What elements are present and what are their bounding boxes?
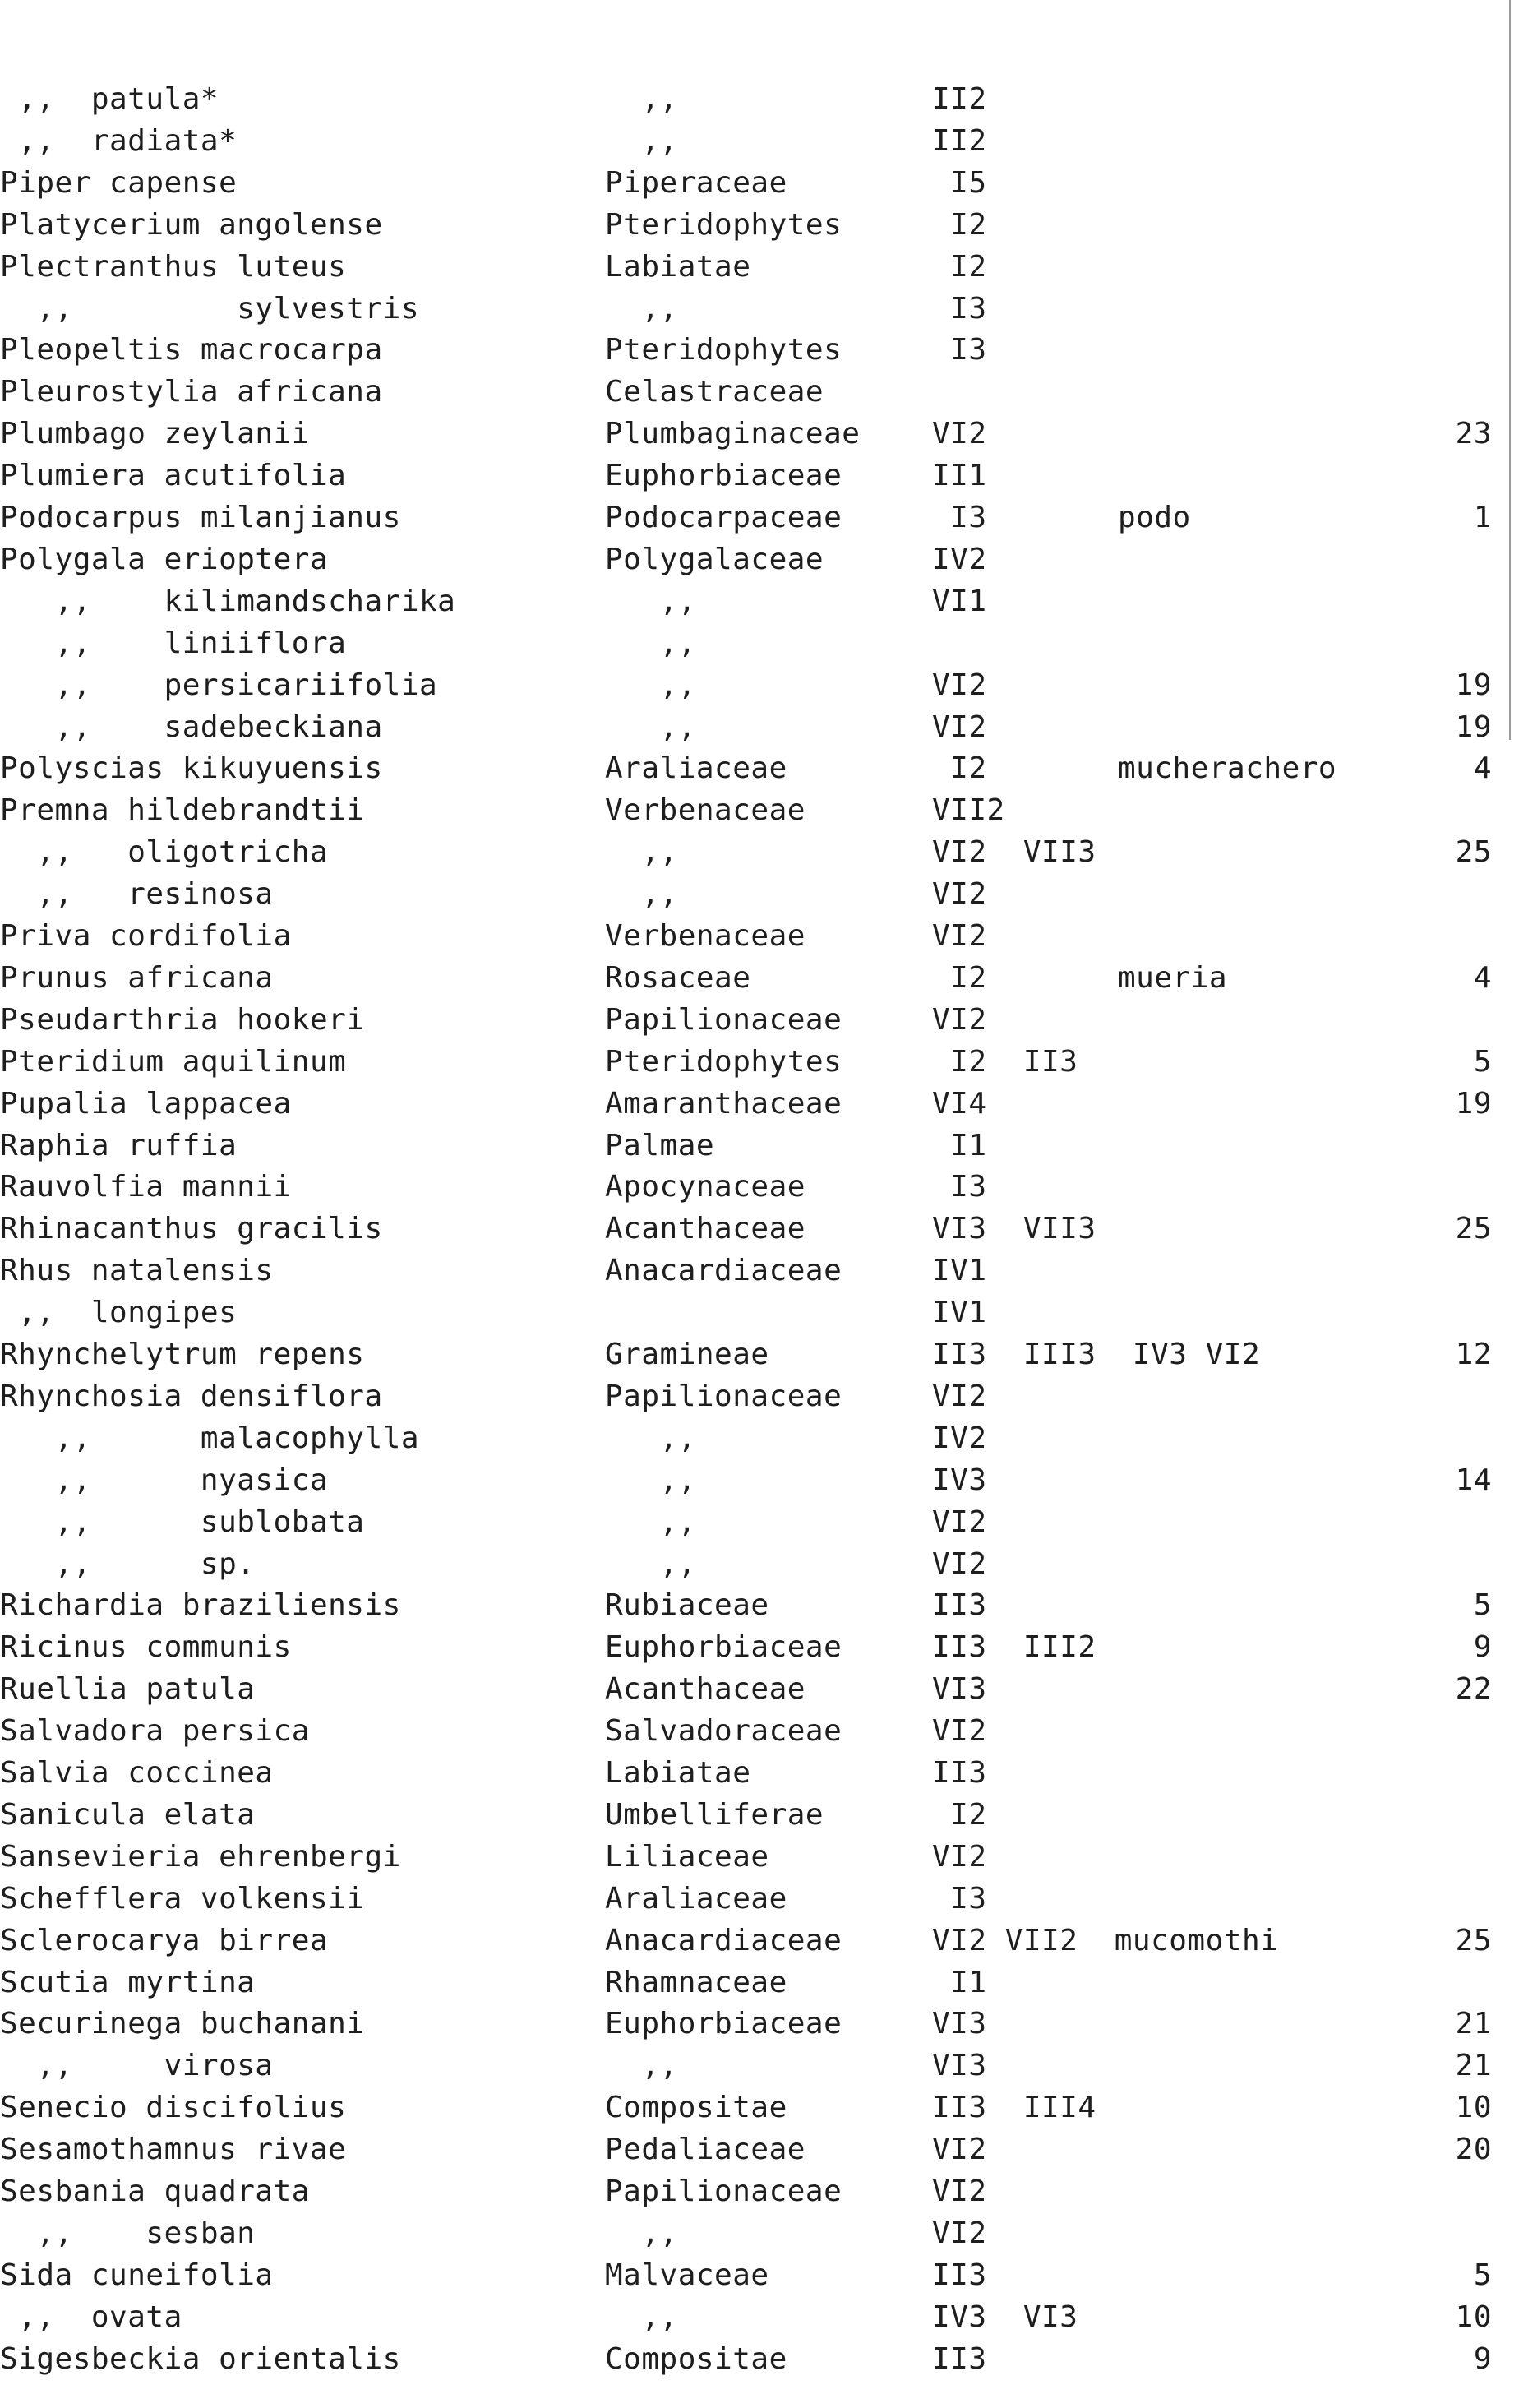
species-name: Richardia braziliensis: [0, 1588, 401, 1623]
species-name: ,, nyasica: [0, 1463, 329, 1497]
species-name: ,, resinosa: [0, 877, 274, 912]
family-name: Acanthaceae: [605, 1212, 806, 1246]
family-name: Celastraceae: [605, 375, 824, 409]
species-name: ,, sublobata: [0, 1504, 365, 1539]
table-row: [0, 1334, 1528, 1375]
species-name: ,, persicariifolia: [0, 668, 438, 702]
species-name: ,, patula*: [0, 82, 219, 116]
reference-number: 5: [1473, 2258, 1492, 2292]
reference-number: 4: [1473, 751, 1492, 786]
species-name: Rhus natalensis: [0, 1254, 274, 1288]
family-name: ,,: [605, 1504, 696, 1539]
zone-codes: VI2 VII2 mucomothi: [932, 1923, 1279, 1957]
family-name: ,,: [605, 82, 678, 116]
zone-codes: I1: [932, 1965, 987, 1999]
zone-codes: IV1: [932, 1254, 987, 1288]
table-row: [0, 1042, 1528, 1083]
family-name: Euphorbiaceae: [605, 459, 842, 493]
family-name: Papilionaceae: [605, 1379, 842, 1413]
family-name: ,,: [605, 1546, 696, 1581]
table-row: [0, 1292, 1528, 1333]
table-row: [0, 832, 1528, 873]
species-name: ,, longipes: [0, 1296, 238, 1330]
zone-codes: VI3 VII3: [932, 1212, 1096, 1246]
family-name: Papilionaceae: [605, 1002, 842, 1037]
table-row: [0, 665, 1528, 706]
reference-number: 5: [1473, 1044, 1492, 1079]
family-name: Palmae: [605, 1128, 715, 1162]
species-name: Priva cordifolia: [0, 919, 292, 953]
reference-number: 14: [1455, 1463, 1492, 1497]
zone-codes: I1: [932, 1128, 987, 1162]
zone-codes: II3: [932, 1756, 987, 1790]
zone-codes: VI2: [932, 417, 987, 451]
reference-number: 20: [1455, 2133, 1492, 2167]
family-name: Verbenaceae: [605, 793, 806, 828]
family-name: ,,: [605, 1421, 696, 1455]
table-row: [0, 539, 1528, 580]
table-row: [0, 2045, 1528, 2087]
table-row: [0, 1920, 1528, 1962]
zone-codes: VII2: [932, 793, 1005, 828]
table-row: [0, 121, 1528, 162]
table-row: [0, 1795, 1528, 1836]
family-name: Apocynaceae: [605, 1170, 806, 1204]
zone-codes: I3: [932, 1881, 987, 1916]
family-name: Liliaceae: [605, 1839, 769, 1874]
species-name: Pseudarthria hookeri: [0, 1002, 365, 1037]
family-name: ,,: [605, 1463, 696, 1497]
zone-codes: I3: [932, 501, 987, 534]
species-name: ,, virosa: [0, 2049, 274, 2083]
family-name: ,,: [605, 835, 678, 870]
table-row: [0, 1250, 1528, 1292]
species-name: Podocarpus milanjianus: [0, 501, 401, 534]
species-name: Ruellia patula: [0, 1672, 256, 1707]
zone-codes: VI3: [932, 2049, 987, 2083]
zone-codes: VI2: [932, 1002, 987, 1037]
zone-codes: II1: [932, 459, 987, 493]
family-name: ,,: [605, 668, 696, 702]
species-name: Sesbania quadrata: [0, 2175, 310, 2208]
table-row: [0, 205, 1528, 246]
table-row: [0, 1837, 1528, 1878]
species-name: ,, kilimandscharika: [0, 584, 456, 618]
reference-number: 10: [1455, 2091, 1492, 2125]
species-name: Ricinus communis: [0, 1630, 292, 1665]
zone-codes: II3 III4: [932, 2091, 1096, 2125]
zone-codes: IV1: [932, 1296, 987, 1330]
zone-codes: I2 II3: [932, 1044, 1078, 1079]
family-name: Labiatae: [605, 1756, 751, 1790]
species-name: Pupalia lappacea: [0, 1086, 292, 1121]
reference-number: 25: [1455, 835, 1492, 870]
zone-codes: IV3: [932, 1463, 987, 1497]
zone-codes: VI3: [932, 2007, 987, 2041]
family-name: Pteridophytes: [605, 333, 842, 367]
species-name: Raphia ruffia: [0, 1128, 238, 1162]
reference-number: 23: [1455, 417, 1492, 451]
table-row: [0, 1418, 1528, 1459]
table-row: [0, 372, 1528, 413]
zone-codes: IV2: [932, 1421, 987, 1455]
zone-codes: II2: [932, 123, 987, 158]
table-row: [0, 497, 1528, 538]
table-row: [0, 623, 1528, 664]
table-row: [0, 247, 1528, 288]
reference-number: 19: [1455, 668, 1492, 702]
table-row: [0, 707, 1528, 748]
reference-number: 19: [1455, 709, 1492, 744]
species-name: ,, liniiflora: [0, 626, 347, 660]
species-name: Premna hildebrandtii: [0, 793, 365, 828]
species-name: Sanicula elata: [0, 1797, 256, 1832]
species-name: Piper capense: [0, 165, 238, 200]
zone-codes: II3: [932, 2341, 987, 2376]
zone-codes: VI2: [932, 709, 987, 744]
family-name: Compositae: [605, 2091, 787, 2125]
reference-number: 9: [1473, 1630, 1492, 1665]
family-name: ,,: [605, 584, 696, 618]
table-row: [0, 2087, 1528, 2128]
table-row: [0, 874, 1528, 915]
table-row: [0, 958, 1528, 999]
zone-codes: IV3 VI3: [932, 2299, 1078, 2334]
table-row: [0, 1585, 1528, 1626]
zone-codes: I3: [932, 333, 987, 367]
family-name: Labiatae: [605, 249, 751, 284]
table-row: [0, 748, 1528, 789]
species-name: Salvadora persica: [0, 1714, 310, 1749]
table-row: [0, 1627, 1528, 1668]
table-row: [0, 1000, 1528, 1041]
table-row: [0, 1167, 1528, 1208]
table-row: [0, 1711, 1528, 1752]
family-name: ,,: [605, 709, 696, 744]
zone-codes: I5: [932, 165, 987, 200]
zone-codes: I2: [932, 207, 987, 242]
species-name: Rhynchosia densiflora: [0, 1379, 383, 1413]
species-name: ,, oligotricha: [0, 835, 329, 870]
family-name: ,,: [605, 123, 678, 158]
family-name: Pteridophytes: [605, 1044, 842, 1079]
reference-number: 5: [1473, 1588, 1492, 1623]
zone-codes: IV2: [932, 542, 987, 576]
zone-codes: I2: [932, 960, 987, 995]
species-name: Scutia myrtina: [0, 1965, 256, 1999]
table-row: [0, 2213, 1528, 2254]
table-row: [0, 916, 1528, 957]
species-name: Rauvolfia mannii: [0, 1170, 292, 1204]
table-row: [0, 581, 1528, 622]
reference-number: 25: [1455, 1923, 1492, 1957]
family-name: ,,: [605, 626, 696, 660]
table-row: [0, 1962, 1528, 2004]
zone-codes: VI2: [932, 1839, 987, 1874]
species-name: Rhinacanthus gracilis: [0, 1212, 383, 1246]
zone-codes: VI2: [932, 2216, 987, 2250]
family-name: Araliaceae: [605, 1881, 787, 1916]
reference-number: 22: [1455, 1672, 1492, 1707]
family-name: Compositae: [605, 2341, 787, 2376]
zone-codes: VI4: [932, 1086, 987, 1121]
family-name: Euphorbiaceae: [605, 2007, 842, 2041]
table-row: [0, 2255, 1528, 2296]
zone-codes: VI2: [932, 1504, 987, 1539]
family-name: Piperaceae: [605, 165, 787, 200]
family-name: ,,: [605, 291, 678, 326]
family-name: Euphorbiaceae: [605, 1630, 842, 1665]
table-row: [0, 2297, 1528, 2338]
species-name: Salvia coccinea: [0, 1756, 274, 1790]
family-name: Podocarpaceae: [605, 501, 842, 534]
zone-codes: VI2: [932, 919, 987, 953]
species-name: Schefflera volkensii: [0, 1881, 365, 1916]
zone-codes: VI2: [932, 1546, 987, 1581]
zone-codes: VI2: [932, 2175, 987, 2208]
species-name: Prunus africana: [0, 960, 274, 995]
zone-codes: II3: [932, 2258, 987, 2292]
family-name: Plumbaginaceae: [605, 417, 861, 451]
zone-codes: II3 III2: [932, 1630, 1096, 1665]
species-name: Polygala erioptera: [0, 542, 329, 576]
table-row: [0, 330, 1528, 371]
species-name: ,, sylvestris: [0, 291, 419, 326]
species-name: Securinega buchanani: [0, 2007, 365, 2041]
species-name: Pteridium aquilinum: [0, 1044, 347, 1079]
species-name: Sesamothamnus rivae: [0, 2133, 347, 2167]
species-name: ,, sesban: [0, 2216, 256, 2250]
family-name: Malvaceae: [605, 2258, 769, 2292]
species-name: Plumbago zeylanii: [0, 417, 310, 451]
family-name: Rhamnaceae: [605, 1965, 787, 1999]
zone-codes: II2: [932, 82, 987, 116]
zone-codes: VI2: [932, 1714, 987, 1749]
zone-codes: VI2: [932, 877, 987, 912]
family-name: ,,: [605, 2216, 678, 2250]
family-name: Rosaceae: [605, 960, 751, 995]
table-row: [0, 79, 1528, 120]
table-row: [0, 1753, 1528, 1794]
table-row: [0, 2171, 1528, 2212]
species-name: ,, radiata*: [0, 123, 238, 158]
family-name: ,,: [605, 2299, 678, 2334]
family-name: Anacardiaceae: [605, 1923, 842, 1957]
species-name: Platycerium angolense: [0, 207, 383, 242]
zone-codes: I3: [932, 291, 987, 326]
reference-number: 25: [1455, 1212, 1492, 1246]
table-row: [0, 1084, 1528, 1125]
species-name: ,, sp.: [0, 1546, 256, 1581]
table-row: [0, 1209, 1528, 1250]
zone-codes: I3: [932, 1170, 987, 1204]
species-name: Sansevieria ehrenbergi: [0, 1839, 401, 1874]
table-row: [0, 414, 1528, 455]
reference-number: 1: [1473, 501, 1492, 534]
family-name: Salvadoraceae: [605, 1714, 842, 1749]
species-name: ,, malacophylla: [0, 1421, 419, 1455]
zone-codes: VI2 VII3: [932, 835, 1096, 870]
family-name: Araliaceae: [605, 751, 787, 786]
table-row: [0, 2129, 1528, 2170]
reference-number: 10: [1455, 2299, 1492, 2334]
zone-codes: II3 III3 IV3 VI2: [932, 1338, 1261, 1371]
species-name: Plumiera acutifolia: [0, 459, 347, 493]
species-name: Rhynchelytrum repens: [0, 1338, 365, 1371]
local-name: podo: [1118, 501, 1191, 534]
family-name: ,,: [605, 877, 678, 912]
species-name: Pleopeltis macrocarpa: [0, 333, 383, 367]
family-name: Amaranthaceae: [605, 1086, 842, 1121]
zone-codes: VI2: [932, 668, 987, 702]
zone-codes: VI2: [932, 1379, 987, 1413]
local-name: mucherachero: [1118, 751, 1337, 786]
reference-number: 21: [1455, 2007, 1492, 2041]
family-name: Verbenaceae: [605, 919, 806, 953]
zone-codes: I2: [932, 751, 987, 786]
table-row: [0, 2004, 1528, 2045]
species-name: Polyscias kikuyuensis: [0, 751, 383, 786]
family-name: Pteridophytes: [605, 207, 842, 242]
family-name: ,,: [605, 2049, 678, 2083]
table-row: [0, 1376, 1528, 1417]
table-row: [0, 790, 1528, 831]
zone-codes: II3: [932, 1588, 987, 1623]
zone-codes: VI3: [932, 1672, 987, 1707]
family-name: Papilionaceae: [605, 2175, 842, 2208]
species-name: Sida cuneifolia: [0, 2258, 274, 2292]
table-row: [0, 2339, 1528, 2380]
table-row: [0, 1125, 1528, 1167]
reference-number: 9: [1473, 2341, 1492, 2376]
table-row: [0, 1544, 1528, 1585]
table-row: [0, 289, 1528, 330]
table-row: [0, 1879, 1528, 1920]
table-row: [0, 1460, 1528, 1501]
table-row: [0, 163, 1528, 204]
family-name: Polygalaceae: [605, 542, 824, 576]
zone-codes: VI1: [932, 584, 987, 618]
table-row: [0, 1669, 1528, 1710]
family-name: Umbelliferae: [605, 1797, 824, 1832]
reference-number: 4: [1473, 960, 1492, 995]
table-row: [0, 1502, 1528, 1543]
zone-codes: VI2: [932, 2133, 987, 2167]
species-name: Sclerocarya birrea: [0, 1923, 329, 1957]
reference-number: 12: [1455, 1338, 1492, 1371]
local-name: mueria: [1118, 960, 1228, 995]
family-name: Acanthaceae: [605, 1672, 806, 1707]
reference-number: 19: [1455, 1086, 1492, 1121]
species-name: Senecio discifolius: [0, 2091, 347, 2125]
family-name: Pedaliaceae: [605, 2133, 806, 2167]
table-row: [0, 455, 1528, 497]
species-name: Sigesbeckia orientalis: [0, 2341, 401, 2376]
family-name: Anacardiaceae: [605, 1254, 842, 1288]
zone-codes: I2: [932, 1797, 987, 1832]
reference-number: 21: [1455, 2049, 1492, 2083]
zone-codes: I2: [932, 249, 987, 284]
species-name: ,, sadebeckiana: [0, 709, 383, 744]
species-name: Pleurostylia africana: [0, 375, 383, 409]
family-name: Rubiaceae: [605, 1588, 769, 1623]
species-name: ,, ovata: [0, 2299, 182, 2334]
species-name: Plectranthus luteus: [0, 249, 347, 284]
family-name: Gramineae: [605, 1338, 769, 1371]
